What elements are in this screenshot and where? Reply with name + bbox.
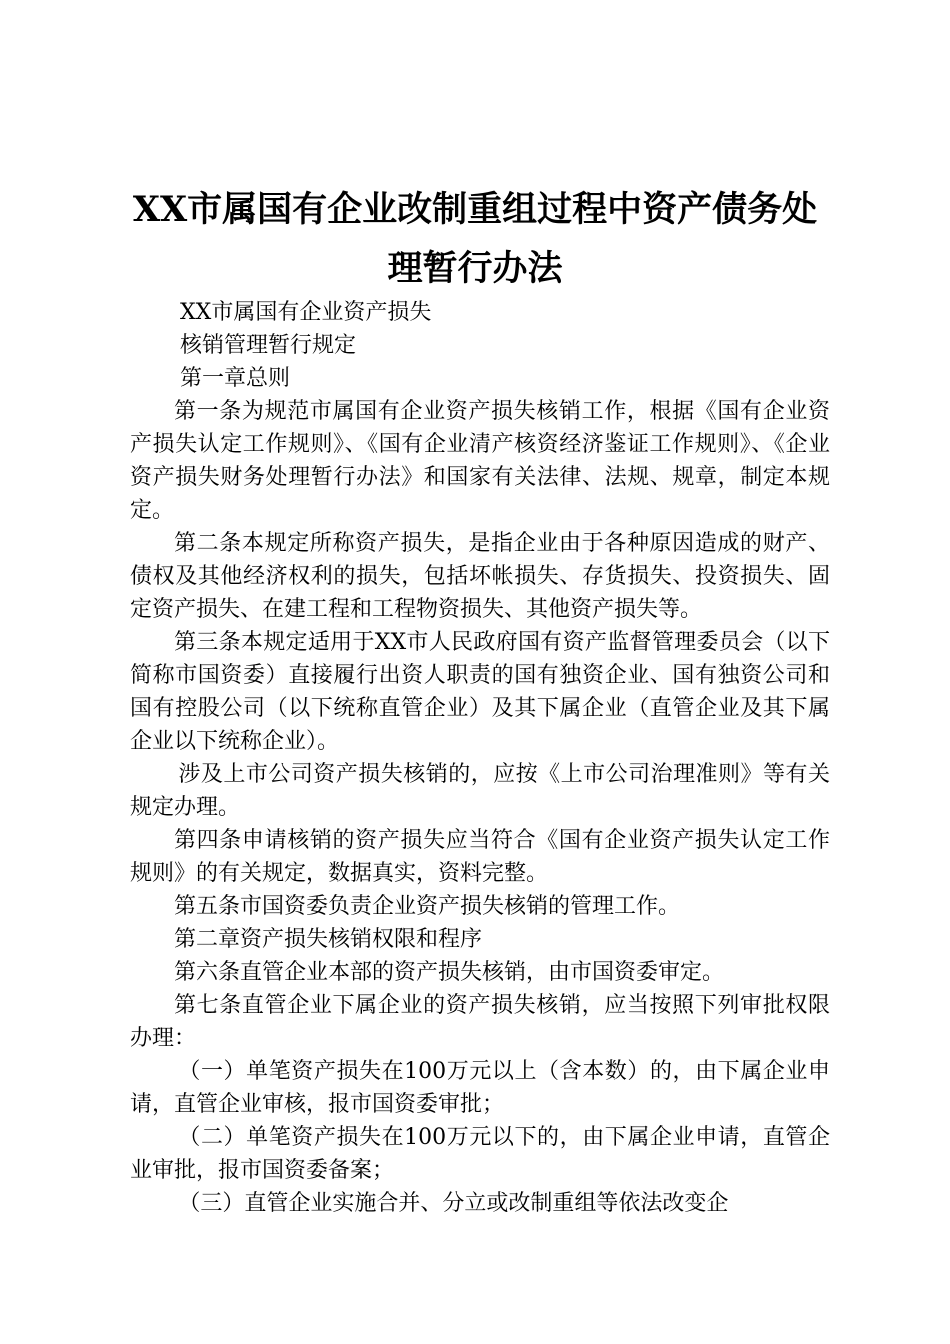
article-3-note: 涉及上市公司资产损失核销的，应按《上市公司治理准则》等有关规定办理。 — [130, 762, 830, 820]
chapter-heading-1: 第一章总则 — [180, 366, 291, 391]
article-3: 第三条本规定适用于XX市人民政府国有资产监督管理委员会（以下简称市国资委）直接履行出资人职责的国有独资企业、国有独资公司和国有控股公司（以下统称直管企业）及其下属企业（直管企业及其下属企业以下统称企业）。 — [130, 630, 830, 754]
document-title-line-2: 理暂行办法 — [387, 248, 563, 289]
subtitle-line-2: 核销管理暂行规定 — [180, 333, 357, 358]
article-1: 第一条为规范市属国有企业资产损失核销工作，根据《国有企业资产损失认定工作规则》、《国有企业清产核资经济鉴证工作规则》、《企业资产损失财务处理暂行办法》和国家有关法律、法规、规章，制定本规定。 — [130, 399, 830, 523]
article-7-item-3: （三）直管企业实施合并、分立或改制重组等依法改变企 — [178, 1191, 729, 1216]
article-6: 第六条直管企业本部的资产损失核销，由市国资委审定。 — [174, 960, 725, 985]
article-5: 第五条市国资委负责企业资产损失核销的管理工作。 — [174, 894, 681, 919]
article-7: 第七条直管企业下属企业的资产损失核销，应当按照下列审批权限办理： — [130, 993, 830, 1051]
subtitle-line-1: XX市属国有企业资产损失 — [180, 300, 432, 325]
article-2: 第二条本规定所称资产损失，是指企业由于各种原因造成的财产、债权及其他经济权利的损失，包括坏帐损失、存货损失、投资损失、固定资产损失、在建工程和工程物资损失、其他资产损失等。 — [130, 531, 830, 622]
article-7-item-1: （一）单笔资产损失在100万元以上（含本数）的，由下属企业申请，直管企业审核，报市国资委审批； — [130, 1059, 830, 1117]
article-7-item-2: （二）单笔资产损失在100万元以下的，由下属企业申请，直管企业审批，报市国资委备案； — [130, 1125, 830, 1183]
document-title-line-1: XX市属国有企业改制重组过程中资产债务处 — [132, 189, 818, 230]
article-4: 第四条申请核销的资产损失应当符合《国有企业资产损失认定工作规则》的有关规定，数据真实，资料完整。 — [130, 828, 830, 886]
chapter-heading-2: 第二章资产损失核销权限和程序 — [174, 927, 483, 952]
document-body — [130, 296, 830, 1220]
